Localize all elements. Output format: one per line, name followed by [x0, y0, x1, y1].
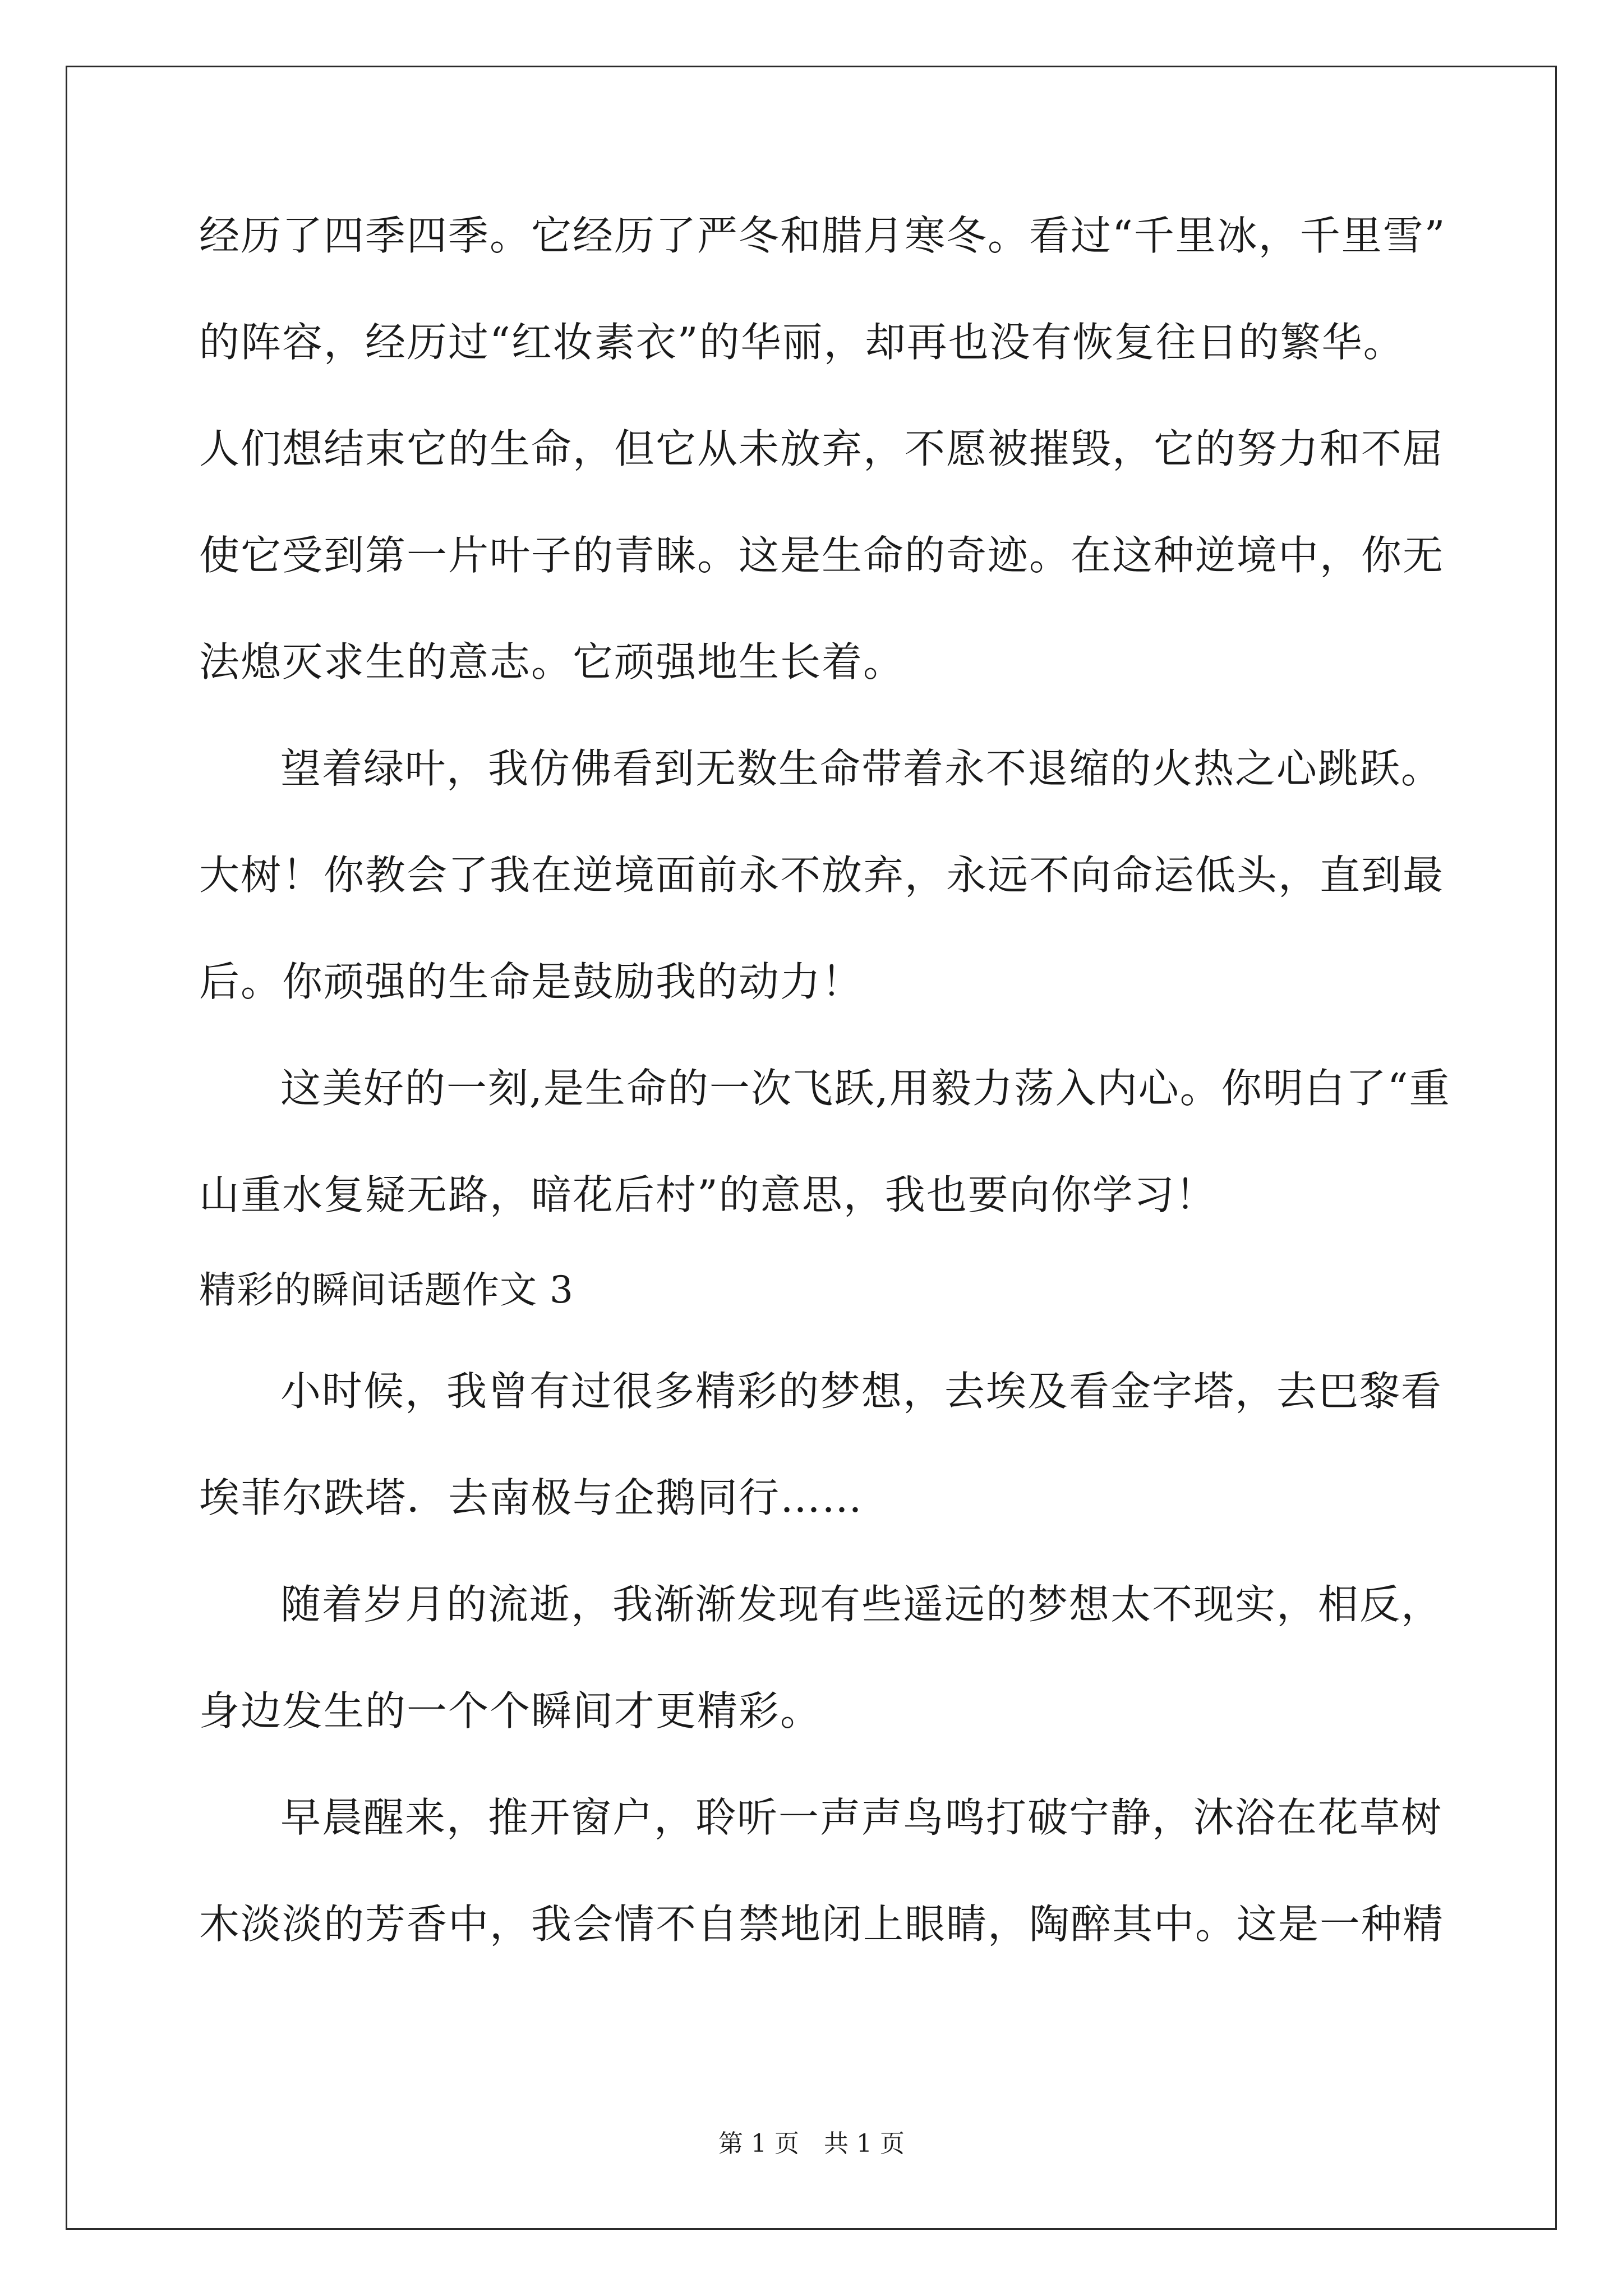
- section-heading: 精彩的瞬间话题作文 3: [199, 1268, 574, 1312]
- paragraph-first-line: 小时候，我曾有过很多精彩的梦想，去埃及看金字塔，去巴黎看: [280, 1368, 1443, 1415]
- text-line: 法熄灭求生的意志。它顽强地生长着。: [199, 638, 905, 685]
- text-line: 木淡淡的芳香中，我会情不自禁地闭上眼睛，陶醉其中。这是一种精: [199, 1901, 1445, 1948]
- paragraph-first-line: 早晨醒来，推开窗户，聆听一声声鸟鸣打破宁静，沐浴在花草树: [280, 1794, 1443, 1841]
- text-line: 埃菲尔跌塔．去南极与企鹅同行……: [199, 1474, 864, 1521]
- paragraph-first-line: 随着岁月的流逝，我渐渐发现有些遥远的梦想太不现实，相反，: [280, 1581, 1443, 1628]
- text-line: 经历了四季四季。它经历了严冬和腊月寒冬。看过“千里冰，千里雪”: [199, 212, 1446, 259]
- page-number: 第 1 页: [718, 2129, 799, 2158]
- paragraph-first-line: 这美好的一刻,是生命的一次飞跃,用毅力荡入内心。你明白了“重: [280, 1065, 1451, 1112]
- text-line: 后。你顽强的生命是鼓励我的动力！: [199, 958, 864, 1005]
- text-line: 的阵容，经历过“红妆素衣”的华丽，却再也没有恢复往日的繁华。: [199, 319, 1405, 366]
- text-line: 身边发生的一个个瞬间才更精彩。: [199, 1687, 822, 1734]
- text-line: 大树！你教会了我在逆境面前永不放弃，永远不向命运低头，直到最: [199, 852, 1445, 899]
- text-line: 山重水复疑无路，暗花后村”的意思，我也要向你学习！: [199, 1171, 1217, 1218]
- paragraph-first-line: 望着绿叶，我仿佛看到无数生命带着永不退缩的火热之心跳跃。: [280, 745, 1443, 792]
- page-footer: [0, 2127, 1623, 2161]
- text-line: 人们想结束它的生命，但它从未放弃，不愿被摧毁，它的努力和不屈: [199, 425, 1445, 472]
- page-total: 共 1 页: [824, 2129, 905, 2158]
- text-line: 使它受到第一片叶子的青睐。这是生命的奇迹。在这种逆境中，你无: [199, 532, 1445, 579]
